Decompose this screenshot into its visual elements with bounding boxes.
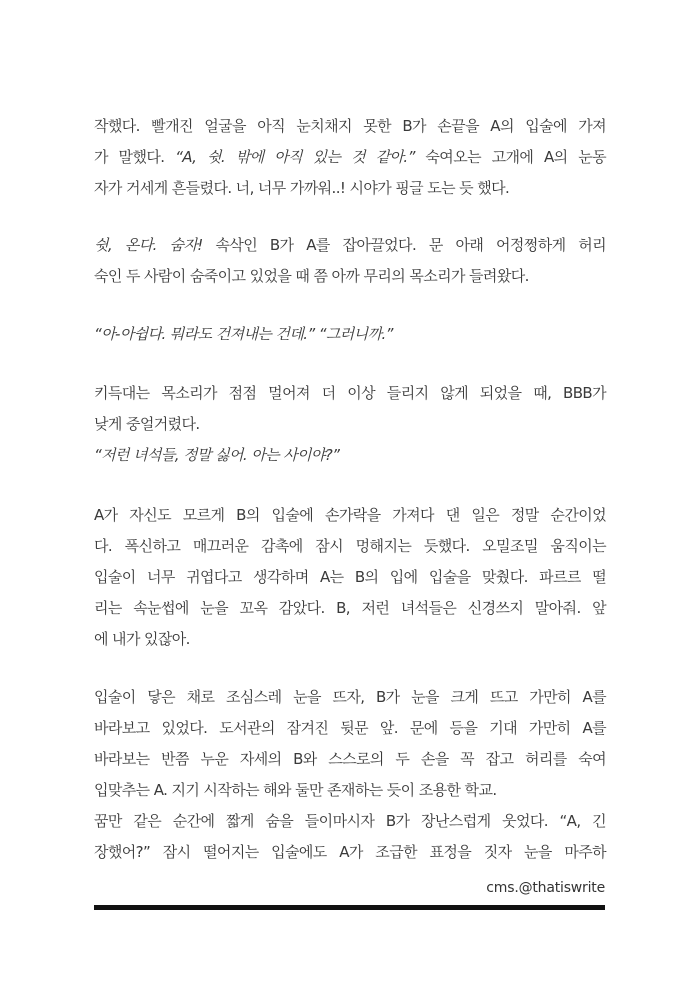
text-line: 입맞추는 A. 지기 시작하는 해와 둘만 존재하는 듯이 조용한 학교. <box>94 781 497 799</box>
text-line: A가 자신도 모르게 B의 입술에 손가락을 가져다 댄 일은 정말 순간이었 <box>94 506 606 524</box>
text-line: 꿈만 같은 순간에 짧게 숨을 들이마시자 B가 장난스럽게 웃었다. “A, 긴 <box>94 812 606 830</box>
text-line <box>94 324 606 344</box>
dialogue-italic: “아-아쉽다. 뭐라도 건져내는 건데.” “그러니까.” <box>94 325 393 343</box>
footer-rule <box>94 905 605 910</box>
text-line <box>94 445 606 465</box>
text-line: 입술이 너무 귀엽다고 생각하며 A는 B의 입에 입술을 맞췄다. 파르르 떨 <box>94 568 606 586</box>
text-line: 장했어?” 잠시 떨어지는 입술에도 A가 조급한 표정을 짓자 눈을 마주하 <box>94 843 606 861</box>
text-line: 입술이 닿은 채로 조심스레 눈을 뜨자, B가 눈을 크게 뜨고 가만히 A를 <box>94 688 606 706</box>
text-line: 리는 속눈썹에 눈을 꼬옥 감았다. B, 저런 녀석들은 신경쓰지 말아줘. 앞 <box>94 599 606 617</box>
text-run: 숙여오는 고개에 A의 눈동 <box>414 148 606 166</box>
text-line <box>94 147 606 167</box>
dialogue-italic: “저런 녀석들, 정말 싫어. 아는 사이야?” <box>94 446 340 464</box>
text-line <box>94 235 606 255</box>
text-line: 낮게 중얼거렸다. <box>94 415 200 433</box>
text-line: 작했다. 빨개진 얼굴을 아직 눈치채지 못한 B가 손끝을 A의 입술에 가져 <box>94 117 606 135</box>
author-credit: cms.@thatiswrite <box>486 880 605 896</box>
text-line: 바라보고 있었다. 도서관의 잠겨진 뒷문 앞. 문에 등을 기대 가만히 A를 <box>94 719 606 737</box>
text-line: 바라보는 반쯤 누운 자세의 B와 스스로의 두 손을 꼭 잡고 허리를 숙여 <box>94 750 606 768</box>
text-line: 숙인 두 사람이 숨죽이고 있었을 때 쯤 아까 무리의 목소리가 들려왔다. <box>94 267 529 285</box>
text-line: 자가 거세게 흔들렸다. 너, 너무 가까워..! 시야가 핑글 도는 듯 했다. <box>94 179 510 197</box>
text-line: 에 내가 있잖아. <box>94 630 190 648</box>
dialogue-italic: 쉿, 온다. 숨자! <box>94 236 203 254</box>
dialogue-italic: “A, 쉿. 밖에 아직 있는 것 같아.” <box>175 148 415 166</box>
text-line: 키득대는 목소리가 점점 멀어져 더 이상 들리지 않게 되었을 때, BBB가 <box>94 384 606 402</box>
text-run: 가 말했다. <box>94 148 176 166</box>
text-run: 속삭인 B가 A를 잡아끌었다. 문 아래 어정쩡하게 허리 <box>202 236 606 254</box>
text-line: 다. 폭신하고 매끄러운 감촉에 잠시 멍해지는 듯했다. 오밀조밀 움직이는 <box>94 537 606 555</box>
